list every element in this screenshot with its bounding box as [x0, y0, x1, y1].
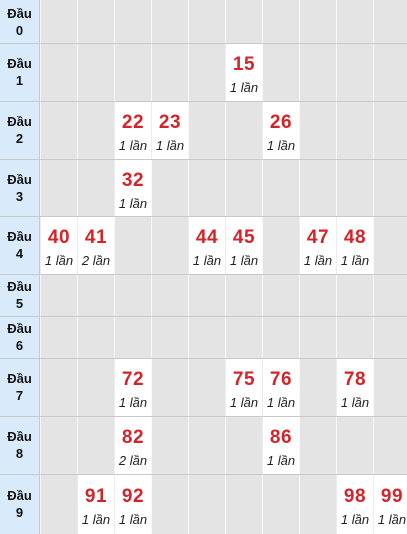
occurrence-count: 1 lần: [377, 512, 407, 527]
empty-cell: [336, 316, 373, 358]
number-cell: [262, 416, 299, 474]
empty-cell: [77, 274, 114, 316]
empty-cell: [225, 159, 262, 216]
occurrence-count: 1 lần: [81, 512, 111, 527]
head-label: Đầu: [7, 488, 32, 503]
occurrence-count: 1 lần: [266, 395, 296, 410]
row-dau-3: [0, 159, 407, 216]
head-label: Đầu: [7, 321, 32, 336]
empty-cell: [262, 216, 299, 274]
lottery-number: 45: [232, 227, 256, 248]
head-label: Đầu: [7, 114, 32, 129]
empty-cell: [188, 416, 225, 474]
occurrence-count: 1 lần: [118, 512, 148, 527]
head-digit: 6: [15, 338, 24, 353]
empty-cell: [373, 43, 407, 101]
empty-cell: [262, 316, 299, 358]
head-label: Đầu: [7, 429, 32, 444]
row-divider: [0, 159, 407, 160]
lottery-number: 44: [195, 227, 219, 248]
empty-cell: [225, 274, 262, 316]
empty-cell: [151, 316, 188, 358]
lottery-number: 92: [121, 486, 145, 507]
row-head: [0, 0, 40, 43]
empty-cell: [336, 0, 373, 43]
empty-cell: [188, 0, 225, 43]
empty-cell: [299, 43, 336, 101]
head-label: Đầu: [7, 229, 32, 244]
empty-cell: [299, 0, 336, 43]
empty-cell: [40, 0, 77, 43]
head-label: Đầu: [7, 5, 32, 21]
lottery-number: 91: [84, 486, 108, 507]
number-cell: [114, 358, 151, 416]
row-dau-6: [0, 316, 407, 358]
lottery-number: 47: [306, 227, 330, 248]
row-divider: [0, 216, 407, 217]
empty-cell: [225, 316, 262, 358]
empty-cell: [151, 43, 188, 101]
empty-cell: [40, 43, 77, 101]
number-cell: [114, 474, 151, 534]
row-dau-7: [0, 358, 407, 416]
occurrence-count: 1 lần: [266, 453, 296, 468]
occurrence-count: 1 lần: [340, 253, 370, 268]
number-cell: [225, 43, 262, 101]
empty-cell: [299, 358, 336, 416]
empty-cell: [114, 0, 151, 43]
occurrence-count: 2 lần: [118, 453, 148, 468]
occurrence-count: 1 lần: [229, 395, 259, 410]
head-digit: 8: [15, 446, 24, 461]
number-cell: [373, 474, 407, 534]
head-digit: 0: [15, 22, 24, 38]
row-head: [0, 474, 40, 534]
head-digit: 1: [15, 73, 24, 88]
empty-cell: [77, 316, 114, 358]
lottery-number: 98: [343, 486, 367, 507]
empty-cell: [40, 274, 77, 316]
occurrence-count: 1 lần: [44, 253, 74, 268]
empty-cell: [373, 274, 407, 316]
occurrence-count: 1 lần: [340, 512, 370, 527]
lottery-number: 48: [343, 227, 367, 248]
head-digit: 3: [15, 188, 24, 204]
empty-cell: [262, 0, 299, 43]
empty-cell: [40, 416, 77, 474]
lottery-number: 40: [47, 227, 71, 248]
head-digit: 4: [15, 246, 24, 261]
number-cell: [77, 474, 114, 534]
row-dau-5: [0, 274, 407, 316]
number-cell: [188, 216, 225, 274]
row-head: [0, 274, 40, 316]
occurrence-count: 1 lần: [229, 253, 259, 268]
empty-cell: [373, 358, 407, 416]
empty-cell: [151, 358, 188, 416]
lottery-number: 82: [121, 427, 145, 448]
empty-cell: [40, 101, 77, 159]
empty-cell: [262, 474, 299, 534]
empty-cell: [336, 43, 373, 101]
empty-cell: [151, 159, 188, 216]
row-divider: [0, 274, 407, 275]
empty-cell: [262, 159, 299, 216]
lottery-number: 41: [84, 227, 108, 248]
lottery-number: 78: [343, 369, 367, 390]
lottery-number: 15: [232, 54, 256, 75]
empty-cell: [336, 274, 373, 316]
number-cell: [114, 159, 151, 216]
lottery-number: 22: [121, 112, 145, 133]
occurrence-count: 1 lần: [155, 138, 185, 153]
empty-cell: [225, 101, 262, 159]
empty-cell: [188, 274, 225, 316]
head-label: Đầu: [7, 279, 32, 294]
empty-cell: [188, 101, 225, 159]
empty-cell: [151, 474, 188, 534]
row-divider: [0, 101, 407, 102]
row-head: [0, 101, 40, 159]
empty-cell: [225, 474, 262, 534]
occurrence-count: 1 lần: [118, 138, 148, 153]
empty-cell: [188, 43, 225, 101]
number-cell: [114, 101, 151, 159]
empty-cell: [188, 358, 225, 416]
empty-cell: [262, 43, 299, 101]
row-divider: [0, 316, 407, 317]
row-divider: [0, 474, 407, 475]
row-divider: [0, 358, 407, 359]
lottery-number: 72: [121, 369, 145, 390]
empty-cell: [188, 474, 225, 534]
head-label: Đầu: [7, 56, 32, 71]
row-divider: [0, 416, 407, 417]
empty-cell: [77, 358, 114, 416]
empty-cell: [336, 101, 373, 159]
empty-cell: [373, 0, 407, 43]
empty-cell: [77, 159, 114, 216]
number-cell: [262, 101, 299, 159]
empty-cell: [151, 274, 188, 316]
head-digit: 7: [15, 388, 24, 403]
empty-cell: [262, 274, 299, 316]
row-dau-8: [0, 416, 407, 474]
empty-cell: [373, 159, 407, 216]
lottery-number: 99: [380, 486, 404, 507]
row-head: [0, 416, 40, 474]
empty-cell: [40, 358, 77, 416]
number-cell: [336, 216, 373, 274]
row-dau-0: [0, 0, 407, 43]
empty-cell: [114, 43, 151, 101]
row-dau-1: [0, 43, 407, 101]
lottery-number: 32: [121, 169, 145, 191]
empty-cell: [114, 274, 151, 316]
lottery-number: 86: [269, 427, 293, 448]
head-label: Đầu: [7, 171, 32, 187]
lottery-number: 23: [158, 112, 182, 133]
number-cell: [77, 216, 114, 274]
row-dau-4: [0, 216, 407, 274]
empty-cell: [299, 101, 336, 159]
number-cell: [40, 216, 77, 274]
empty-cell: [299, 316, 336, 358]
number-cell: [262, 358, 299, 416]
number-cell: [299, 216, 336, 274]
occurrence-count: 1 lần: [118, 395, 148, 410]
number-cell: [336, 358, 373, 416]
empty-cell: [299, 474, 336, 534]
empty-cell: [77, 416, 114, 474]
row-dau-9: [0, 474, 407, 534]
occurrence-count: 1 lần: [303, 253, 333, 268]
empty-cell: [151, 216, 188, 274]
empty-cell: [188, 159, 225, 216]
empty-cell: [151, 416, 188, 474]
number-cell: [151, 101, 188, 159]
row-head: [0, 358, 40, 416]
empty-cell: [299, 416, 336, 474]
empty-cell: [114, 316, 151, 358]
empty-cell: [77, 101, 114, 159]
empty-cell: [225, 416, 262, 474]
empty-cell: [336, 159, 373, 216]
empty-cell: [40, 474, 77, 534]
row-head: [0, 216, 40, 274]
row-head: [0, 159, 40, 216]
number-cell: [225, 216, 262, 274]
empty-cell: [188, 316, 225, 358]
empty-cell: [336, 416, 373, 474]
head-digit: 2: [15, 131, 24, 146]
occurrence-count: 1 lần: [340, 395, 370, 410]
row-head: [0, 43, 40, 101]
empty-cell: [77, 0, 114, 43]
lottery-number: 76: [269, 369, 293, 390]
empty-cell: [299, 159, 336, 216]
empty-cell: [373, 216, 407, 274]
head-digit: 5: [15, 296, 24, 311]
empty-cell: [373, 101, 407, 159]
empty-cell: [373, 416, 407, 474]
empty-cell: [373, 316, 407, 358]
empty-cell: [40, 159, 77, 216]
empty-cell: [77, 43, 114, 101]
number-cell: [114, 416, 151, 474]
empty-cell: [151, 0, 188, 43]
occurrence-count: 1 lần: [118, 195, 148, 211]
lottery-number: 75: [232, 369, 256, 390]
lottery-number: 26: [269, 112, 293, 133]
head-digit: 9: [15, 505, 24, 520]
occurrence-count: 1 lần: [229, 80, 259, 95]
empty-cell: [299, 274, 336, 316]
empty-cell: [114, 216, 151, 274]
empty-cell: [225, 0, 262, 43]
number-cell: [336, 474, 373, 534]
row-divider: [0, 43, 407, 44]
row-head: [0, 316, 40, 358]
number-cell: [225, 358, 262, 416]
occurrence-count: 1 lần: [192, 253, 222, 268]
head-label: Đầu: [7, 371, 32, 386]
occurrence-count: 1 lần: [266, 138, 296, 153]
empty-cell: [40, 316, 77, 358]
occurrence-count: 2 lần: [81, 253, 111, 268]
row-dau-2: [0, 101, 407, 159]
